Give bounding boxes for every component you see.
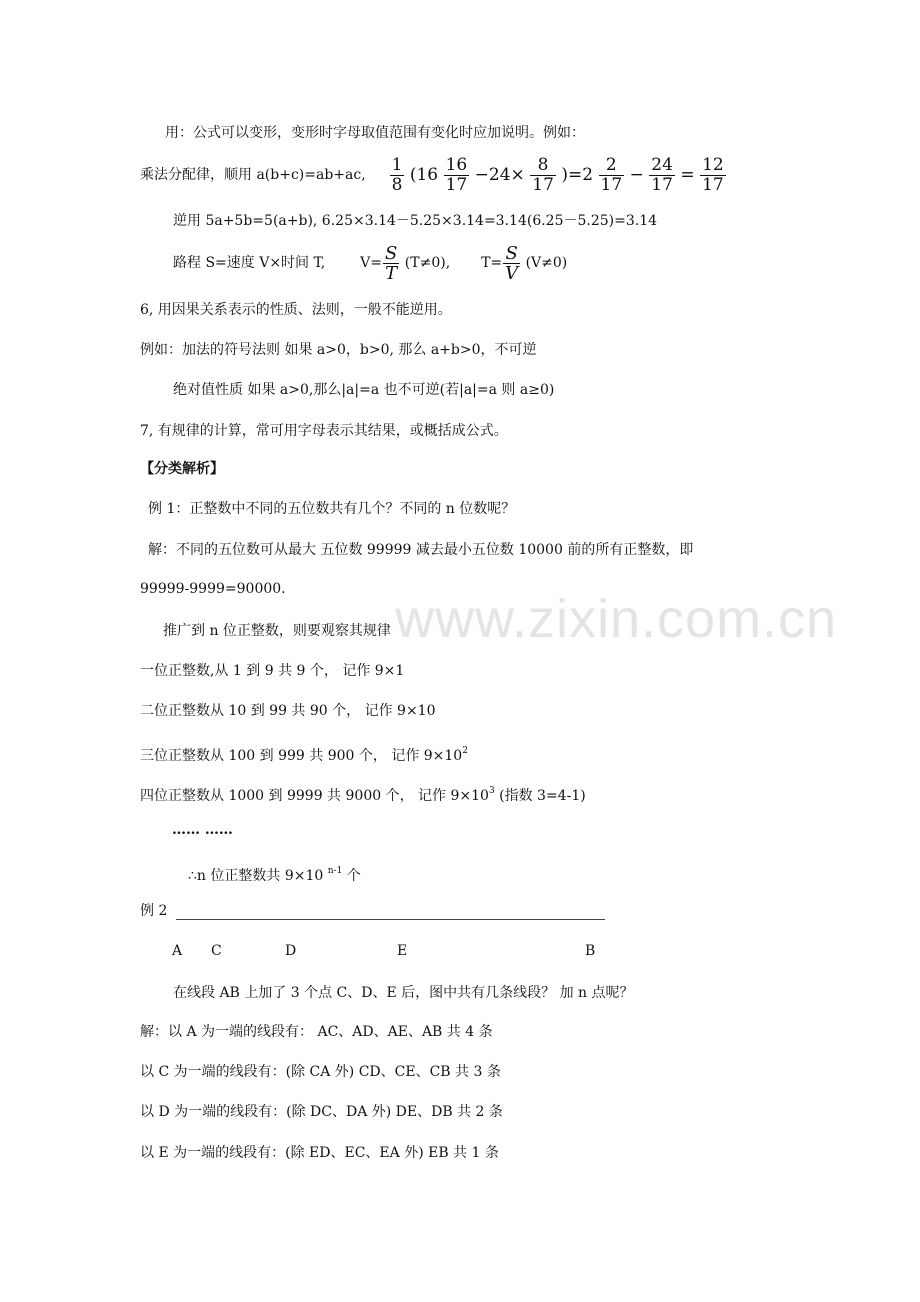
t-not-zero: (T≠0),: [404, 255, 451, 271]
point-label-b: B: [585, 943, 596, 959]
exponent-2: 2: [462, 746, 468, 756]
two-digit-line: 二位正整数从 10 到 99 共 90 个， 记作 9×10: [140, 703, 436, 719]
example-1-solution: 解：不同的五位数可从最大 五位数 99999 减去最小五位数 10000 前的所有正整数，即: [148, 542, 694, 558]
minus-sign: −: [629, 165, 644, 185]
reverse-use-line: 逆用 5a+5b=5(a+b), 6.25×3.14－5.25×3.14=3.14(6.25－5.25)=3.14: [173, 213, 658, 229]
example-2-label: 例 2: [140, 903, 168, 919]
example-1-question: 例 1：正整数中不同的五位数共有几个？不同的 n 位数呢？: [148, 501, 516, 517]
fraction-8-17: $\frac{8}{17}$: [532, 154, 554, 195]
distributive-law-line: [140, 152, 727, 198]
watermark: www.zixin.com.cn: [395, 589, 838, 649]
point-label-e: E: [397, 943, 408, 959]
point-label-a: A: [172, 943, 183, 959]
distance-text: 路程 S=速度 V×时间 T,: [173, 255, 326, 271]
fraction-2-17: $\frac{2}{17}$: [600, 154, 623, 195]
example-sign-rule: 例如：加法的符号法则 如果 a>0，b>0, 那么 a+b>0，不可逆: [140, 342, 537, 358]
three-digit-line: 三位正整数从 100 到 999 共 900 个， 记作 $9\times 10^2$: [140, 746, 468, 764]
fraction-1-8: $\frac{1}{8}$: [391, 154, 403, 195]
segments-from-d: 以 D 为一端的线段有：(除 DC、DA 外) DE、DB 共 2 条: [140, 1104, 503, 1120]
section-heading: 【分类解析】: [140, 461, 224, 477]
n-digit-conclusion: ∴n 位正整数共 9×10 $^{n-1}$ 个: [188, 866, 361, 884]
t-equals: T=: [481, 255, 503, 271]
example-2-question: 在线段 AB 上加了 3 个点 C、D、E 后，图中共有几条线段？ 加 n 点呢？: [173, 985, 634, 1001]
segments-from-e: 以 E 为一端的线段有：(除 ED、EC、EA 外) EB 共 1 条: [140, 1145, 499, 1161]
one-digit-line: 一位正整数,从 1 到 9 共 9 个， 记作 9×1: [140, 663, 405, 679]
exponent-3: 3: [488, 786, 495, 796]
fraction-16-17: $\frac{16}{17}$: [445, 154, 468, 195]
v-equals: V=: [360, 255, 382, 271]
fraction-24-17: $\frac{24}{17}$: [651, 154, 673, 195]
ellipsis: …… ……: [172, 822, 233, 838]
segments-from-a: 解：以 A 为一端的线段有： AC、AD、AE、AB 共 4 条: [140, 1024, 493, 1040]
point-label-c: C: [211, 943, 222, 959]
distance-formula-line: [173, 240, 567, 286]
rule-7: 7, 有规律的计算，常可用字母表示其结果，或概括成公式。: [140, 423, 508, 439]
line-segment-ab: [176, 919, 605, 920]
absolute-value-property: 绝对值性质 如果 a>0,那么|a|=a 也不可逆(若|a|=a 则 a≥0): [173, 382, 555, 398]
distributive-law-text: 乘法分配律，顺用 a(b+c)=ab+ac,: [140, 167, 366, 183]
equals-sign: =: [680, 165, 695, 185]
fraction-s-over-t: $\frac{S}{T}$: [385, 242, 398, 284]
example-1-result: 99999-9999=90000.: [140, 581, 286, 597]
fraction-s-over-v: $\frac{S}{V}$: [505, 242, 519, 284]
paren-16: (16: [409, 165, 439, 185]
four-digit-line: 四位正整数从 1000 到 9999 共 9000 个， 记作 $9\times 10^3$ (指数 3=4-1): [140, 786, 586, 804]
point-label-d: D: [285, 943, 297, 959]
exponent-n-minus-1: n-1: [327, 866, 343, 876]
fraction-12-17: $\frac{12}{17}$: [702, 154, 724, 195]
v-not-zero: (V≠0): [525, 255, 568, 271]
equals-2: )=2: [561, 165, 594, 185]
segments-from-c: 以 C 为一端的线段有：(除 CA 外) CD、CE、CB 共 3 条: [140, 1064, 501, 1080]
text-line-formula-note: 用：公式可以变形，变形时字母取值范围有变化时应加说明。例如：: [165, 125, 585, 141]
rule-6: 6, 用因果关系表示的性质、法则，一般不能逆用。: [140, 302, 452, 318]
minus-24-times: −24×: [474, 165, 525, 185]
generalize-text: 推广到 n 位正整数，则要观察其规律: [163, 623, 391, 639]
